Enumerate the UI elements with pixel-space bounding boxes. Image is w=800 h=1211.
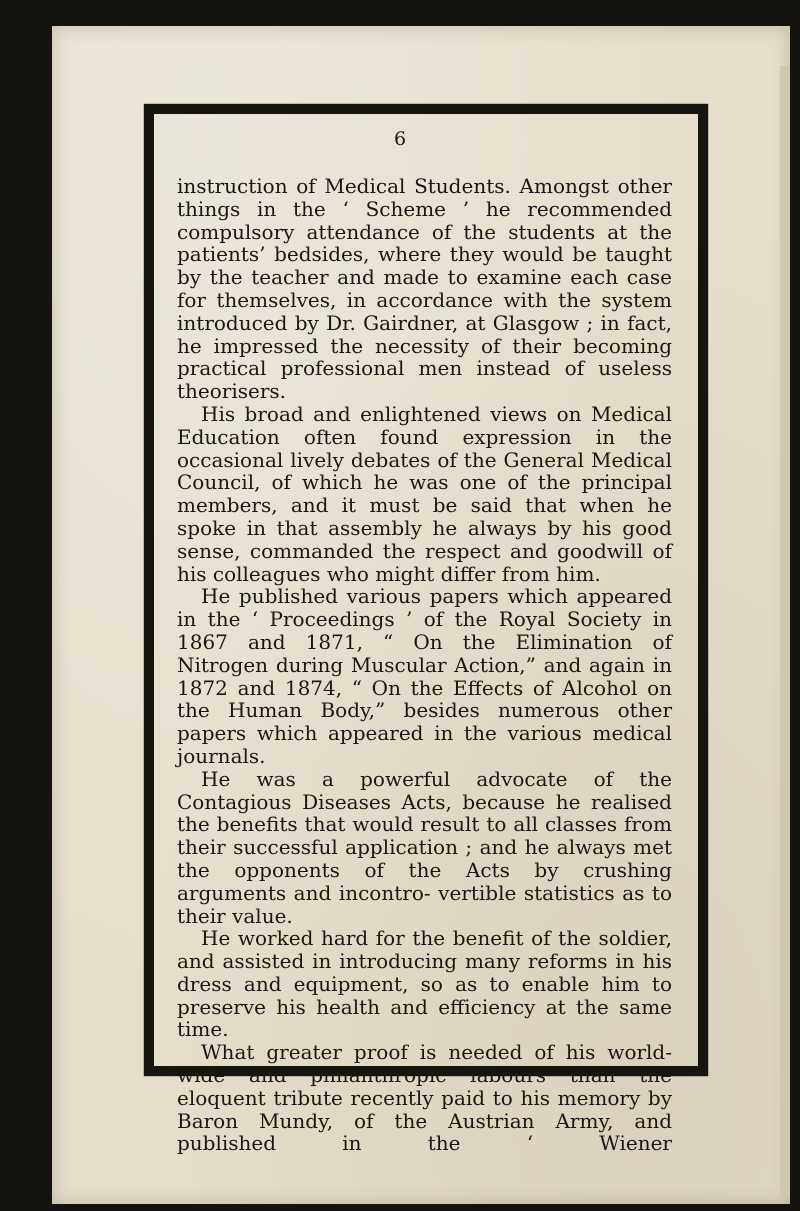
paragraph-2: His broad and enlightened views on Medical Education often found expression in the occasional lively debates of the General Medical Council, of which he was one of the principal members, and it must be said that when he spoke in that assembly he always by his good sense, commanded the respect and goodwill of his colleagues who might differ from him. bbox=[177, 401, 672, 586]
paragraph-4: He was a powerful advocate of the Contagious Diseases Acts, because he realised the benefits that would result to all classes from their successful application ; and he always met the opponents of the Acts by crushing arguments and incontro- vertible statistics as to their value. bbox=[177, 766, 672, 928]
body-text bbox=[177, 175, 672, 1155]
paragraph-6: What greater proof is needed of his world-wide and philanthropic labours than the eloquent tribute recently paid to his memory by Baron Mundy, of the Austrian Army, and published in the ‘ Wiener bbox=[177, 1040, 672, 1156]
paragraph-3: He published various papers which appeared in the ‘ Proceedings ’ of the Royal Society in 1867 and 1871, “ On the Elimination of Nitrogen during Muscular Action,” and again in 1872 and 1874, “ On the Effects of Alcohol on the Human Body,” besides numerous other papers which appeared in the various medical journals. bbox=[177, 584, 672, 768]
paragraph-1: instruction of Medical Students. Amongst other things in the ‘ Scheme ’ he recommended compulsory attendance of the students at the patients’ bedsides, where they would be taught by the teacher and made to examine each case for themselves, in accordance with the system introduced by Dr. Gairdner, at Glasgow ; in fact, he impressed the necessity of their becoming practical professional men instead of useless theorisers. bbox=[177, 174, 672, 404]
page-number: 6 bbox=[393, 128, 407, 150]
paragraph-5: He worked hard for the benefit of the soldier, and assisted in introducing many reforms in his dress and equipment, so as to enable him to preserve his health and efficiency at the same time. bbox=[177, 926, 672, 1042]
adjacent-page-edge bbox=[780, 66, 790, 1196]
